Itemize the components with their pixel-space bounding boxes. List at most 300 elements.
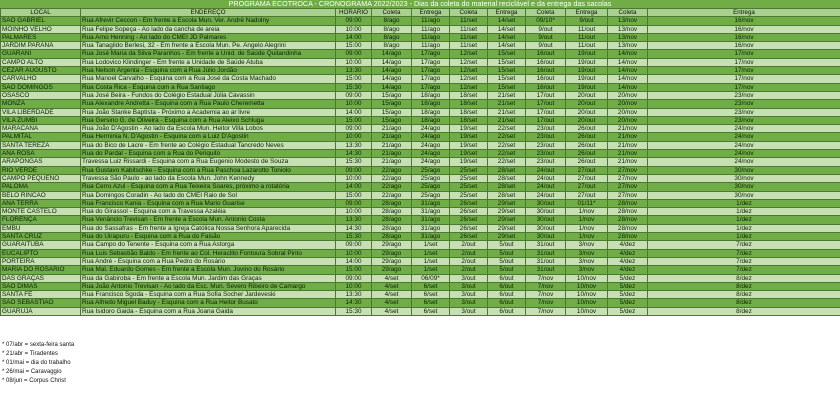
- cell-date: 19/out: [566, 67, 608, 75]
- cell-date: 17/ago: [412, 83, 450, 91]
- cell-date: 25/set: [450, 191, 488, 199]
- cell-date: 30/out: [526, 208, 566, 216]
- cell-date: 20/nov: [608, 116, 648, 124]
- cell-time: 10:00: [336, 249, 372, 257]
- cell-date: 17/out: [526, 108, 566, 116]
- cell-time: 09:00: [336, 241, 372, 249]
- cell-date: 11/ago: [412, 17, 450, 25]
- cell-local: VILA LIBERDADE: [1, 108, 81, 116]
- cell-date: 13/nov: [608, 17, 648, 25]
- cell-address: Rua Costa Rica - Esquina com a Rua Santiago: [81, 83, 336, 91]
- cell-date: 14/nov: [608, 50, 648, 58]
- cell-date: 17/ago: [412, 75, 450, 83]
- cell-date: 18/ago: [412, 100, 450, 108]
- cell-date: 30/out: [526, 224, 566, 232]
- footnote: * 21/abr = Tiradentes: [2, 351, 58, 357]
- cell-date: 4/dez: [608, 257, 648, 265]
- cell-date: 20/out: [566, 100, 608, 108]
- cell-local: JARDIM PARANÁ: [1, 42, 81, 50]
- cell-date: 24/out: [526, 174, 566, 182]
- cell-date: 31/out: [526, 257, 566, 265]
- cell-time: 10:00: [336, 133, 372, 141]
- cell-date: 11/ago: [412, 42, 450, 50]
- cell-date: 21/set: [488, 116, 526, 124]
- cell-date: 16/out: [526, 58, 566, 66]
- table-row: [1, 266, 840, 274]
- cell-date: 1/set: [412, 241, 450, 249]
- cell-address: Rua Mal. Eduardo Gomes - Em frente a Escola Mun. Jovino do Rosário: [81, 266, 336, 274]
- cell-time: 10:00: [336, 58, 372, 66]
- cell-date: 09/10*: [526, 17, 566, 25]
- column-header: Entrega: [412, 9, 450, 17]
- cell-date: 30/out: [526, 199, 566, 207]
- cell-date: 24/nov: [648, 158, 840, 166]
- cell-date: 27/nov: [608, 191, 648, 199]
- cell-date: 6/set: [412, 291, 450, 299]
- cell-time: 14:00: [336, 183, 372, 191]
- cell-date: 23/nov: [648, 116, 840, 124]
- cell-time: 15:00: [336, 42, 372, 50]
- cell-date: 26/out: [566, 133, 608, 141]
- cell-address: Rua André - Esquina com a Rua Pedro do Rosário: [81, 257, 336, 265]
- column-header: HORÁRIO: [336, 9, 372, 17]
- cell-date: 7/dez: [648, 249, 840, 257]
- table-row: [1, 291, 840, 299]
- cell-date: 16/nov: [648, 17, 840, 25]
- cell-address: Rua Venâncio Trevisan - Em frente a Escola Mun. Antonio Costa: [81, 216, 336, 224]
- table-row: [1, 75, 840, 83]
- schedule-table: [0, 8, 840, 316]
- cell-date: 8/dez: [648, 274, 840, 282]
- column-header: Coleta: [526, 9, 566, 17]
- cell-time: 13:30: [336, 291, 372, 299]
- table-row: [1, 241, 840, 249]
- cell-date: 1/set: [412, 249, 450, 257]
- cell-date: 15/ago: [372, 116, 412, 124]
- cell-date: 8/dez: [648, 291, 840, 299]
- column-header: Coleta: [372, 9, 412, 17]
- cell-date: 11/out: [566, 42, 608, 50]
- cell-date: 5/out: [488, 241, 526, 249]
- cell-time: 13:30: [336, 141, 372, 149]
- cell-address: Rua Francisco Sgoda - Esquina com a Rua Sofia Socher Jardeveski: [81, 291, 336, 299]
- cell-time: 10:00: [336, 282, 372, 290]
- cell-date: 27/out: [566, 191, 608, 199]
- table-row: [1, 282, 840, 290]
- cell-date: 29/set: [488, 199, 526, 207]
- cell-date: 7/nov: [526, 299, 566, 307]
- cell-date: 11/set: [450, 25, 488, 33]
- cell-address: Rua Gersino G. de Oliveira - Esquina com a Rua Aleixo Schluga: [81, 116, 336, 124]
- cell-date: 25/ago: [412, 174, 450, 182]
- cell-date: 9/out: [566, 17, 608, 25]
- cell-date: 22/ago: [372, 191, 412, 199]
- cell-date: 24/out: [526, 191, 566, 199]
- cell-address: Rua José Beira - Fundos do Colégio Estadual Júlia Cavassin: [81, 91, 336, 99]
- table-row: [1, 67, 840, 75]
- cell-date: 15/set: [488, 50, 526, 58]
- column-header: LOCAL: [1, 9, 81, 17]
- table-body: [1, 17, 840, 316]
- table-row: [1, 158, 840, 166]
- cell-date: 8/ago: [372, 17, 412, 25]
- cell-date: 26/set: [450, 208, 488, 216]
- cell-address: Rua Domingos Coradin - Ao lado do CMEI Raio de Sol: [81, 191, 336, 199]
- table-row: [1, 307, 840, 315]
- cell-local: OSASCO: [1, 91, 81, 99]
- cell-date: 15/set: [488, 58, 526, 66]
- cell-address: Rua Alexandre Andretta - Esquina com a Rua Paulo Cheremetta: [81, 100, 336, 108]
- cell-date: 6/set: [412, 282, 450, 290]
- cell-time: 15:30: [336, 233, 372, 241]
- cell-date: 27/nov: [608, 174, 648, 182]
- cell-date: 15/set: [488, 67, 526, 75]
- cell-local: GUARUJÁ: [1, 307, 81, 315]
- column-header: Entrega: [566, 9, 608, 17]
- cell-address: Rua do Sassafras - Em frente a Igreja Católica Nossa Senhora Aparecida: [81, 224, 336, 232]
- cell-date: 23/out: [526, 150, 566, 158]
- table-row: [1, 274, 840, 282]
- cell-date: 8/ago: [372, 25, 412, 33]
- cell-date: 21/nov: [608, 133, 648, 141]
- cell-date: 19/out: [566, 75, 608, 83]
- cell-date: 6/out: [488, 291, 526, 299]
- cell-date: 28/nov: [608, 216, 648, 224]
- cell-date: 14/set: [488, 17, 526, 25]
- table-row: [1, 50, 840, 58]
- cell-local: MONTE CASTELO: [1, 208, 81, 216]
- cell-date: 19/set: [450, 141, 488, 149]
- cell-time: 14:30: [336, 150, 372, 158]
- cell-date: 22/ago: [372, 174, 412, 182]
- cell-date: 9/out: [526, 25, 566, 33]
- cell-date: 1/set: [412, 257, 450, 265]
- cell-date: 10/nov: [566, 291, 608, 299]
- cell-date: 30/out: [526, 233, 566, 241]
- cell-time: 15:30: [336, 158, 372, 166]
- cell-date: 18/set: [450, 91, 488, 99]
- cell-date: 11/set: [450, 42, 488, 50]
- cell-date: 21/ago: [372, 158, 412, 166]
- cell-address: Rua do Girassol - Esquina com a Travessa Azaléia: [81, 208, 336, 216]
- cell-time: 10:00: [336, 174, 372, 182]
- cell-date: 24/out: [526, 183, 566, 191]
- cell-date: 1/nov: [566, 208, 608, 216]
- cell-date: 15/ago: [372, 100, 412, 108]
- cell-local: MOINHO VELHO: [1, 25, 81, 33]
- cell-address: Rua Lodovico Klindinger - Em frente a Unidade de Saúde Atuba: [81, 58, 336, 66]
- footnote: * 08/jun = Corpus Christ: [2, 378, 66, 384]
- cell-date: 25/ago: [412, 166, 450, 174]
- cell-date: 12/set: [450, 83, 488, 91]
- cell-date: 22/set: [488, 141, 526, 149]
- cell-date: 24/nov: [648, 150, 840, 158]
- cell-date: 3/out: [450, 299, 488, 307]
- cell-time: 15:30: [336, 307, 372, 315]
- table-row: [1, 33, 840, 41]
- cell-date: 25/set: [450, 166, 488, 174]
- cell-local: MARIA DO ROSÁRIO: [1, 266, 81, 274]
- cell-date: 2/out: [450, 257, 488, 265]
- cell-address: Rua do Pardal - Esquina com a Rua do Periquito: [81, 150, 336, 158]
- cell-date: 14/set: [488, 42, 526, 50]
- cell-date: 26/set: [450, 233, 488, 241]
- cell-date: 7/dez: [648, 257, 840, 265]
- cell-time: 09:00: [336, 199, 372, 207]
- cell-date: 25/ago: [412, 191, 450, 199]
- cell-date: 8/dez: [648, 282, 840, 290]
- cell-date: 30/nov: [648, 191, 840, 199]
- cell-date: 18/set: [450, 116, 488, 124]
- cell-local: SÃO GABRIEL: [1, 17, 81, 25]
- cell-time: 14:30: [336, 299, 372, 307]
- cell-address: Rua João D'Agostin - Ao lado da Escola Mun. Heitor Villa Lobos: [81, 125, 336, 133]
- table-row: [1, 91, 840, 99]
- cell-date: 23/out: [526, 125, 566, 133]
- cell-date: 4/set: [372, 282, 412, 290]
- cell-time: 15:00: [336, 75, 372, 83]
- cell-date: 17/nov: [648, 58, 840, 66]
- cell-date: 29/set: [488, 208, 526, 216]
- cell-time: 15:00: [336, 191, 372, 199]
- cell-local: RIO VERDE: [1, 166, 81, 174]
- cell-local: PALMITAL: [1, 133, 81, 141]
- cell-date: 14/nov: [608, 67, 648, 75]
- cell-date: 16/out: [526, 50, 566, 58]
- cell-time: 09:00: [336, 17, 372, 25]
- cell-date: 22/set: [488, 150, 526, 158]
- footnote: * 07/abr = sexta-feira santa: [2, 342, 75, 348]
- cell-date: 24/nov: [648, 125, 840, 133]
- cell-date: 3/nov: [566, 257, 608, 265]
- cell-date: 8/dez: [648, 299, 840, 307]
- cell-address: Rua do Uirapuru - Esquina com a Rua do Faisão: [81, 233, 336, 241]
- cell-date: 28/set: [488, 183, 526, 191]
- cell-date: 14/ago: [372, 75, 412, 83]
- cell-date: 29/set: [488, 224, 526, 232]
- cell-date: 5/out: [488, 249, 526, 257]
- cell-date: 10/nov: [566, 274, 608, 282]
- cell-time: 09:00: [336, 125, 372, 133]
- cell-date: 31/ago: [412, 224, 450, 232]
- cell-date: 24/nov: [648, 133, 840, 141]
- cell-date: 10/nov: [566, 282, 608, 290]
- cell-date: 5/dez: [608, 291, 648, 299]
- cell-date: 14/set: [488, 33, 526, 41]
- cell-date: 7/nov: [526, 291, 566, 299]
- cell-date: 3/out: [450, 307, 488, 315]
- cell-local: SANTA TEREZA: [1, 141, 81, 149]
- cell-date: 7/dez: [648, 266, 840, 274]
- cell-local: ANA TERRA: [1, 199, 81, 207]
- cell-date: 16/out: [526, 67, 566, 75]
- cell-date: 31/ago: [412, 216, 450, 224]
- cell-address: Rua João Antonio Trevisan - Ao lado da Esc. Mun. Severo Ribeiro de Camargo: [81, 282, 336, 290]
- footnote: * 26/mai = Caravaggio: [2, 369, 62, 375]
- cell-address: Rua Francisco Kania - Esquina com a Rua Mario Guarise: [81, 199, 336, 207]
- cell-date: 5/dez: [608, 307, 648, 315]
- table-row: [1, 224, 840, 232]
- cell-address: Rua Arno Henning - Ao lado do CMEI JD Palmares: [81, 33, 336, 41]
- cell-date: 14/ago: [372, 83, 412, 91]
- cell-address: Rua Manoel Carvalho - Esquina com a Rua José da Costa Machado: [81, 75, 336, 83]
- cell-date: 14/nov: [608, 75, 648, 83]
- table-row: [1, 174, 840, 182]
- footnotes: [2, 341, 74, 386]
- cell-date: 29/ago: [372, 249, 412, 257]
- cell-date: 30/nov: [648, 166, 840, 174]
- cell-local: SANTA CRUZ: [1, 233, 81, 241]
- cell-date: 1/dez: [648, 233, 840, 241]
- cell-date: 2/out: [450, 266, 488, 274]
- table-row: [1, 125, 840, 133]
- cell-date: 6/out: [488, 299, 526, 307]
- cell-date: 6/set: [412, 307, 450, 315]
- cell-date: 11/set: [450, 17, 488, 25]
- cell-date: 21/set: [488, 100, 526, 108]
- cell-time: 13:30: [336, 216, 372, 224]
- cell-local: DAS GRAÇAS: [1, 274, 81, 282]
- cell-date: 31/out: [526, 266, 566, 274]
- column-header: Entrega: [648, 9, 840, 17]
- cell-date: 14/ago: [372, 58, 412, 66]
- column-header: Coleta: [608, 9, 648, 17]
- cell-local: VILA ZUMBI: [1, 116, 81, 124]
- cell-date: 29/set: [488, 233, 526, 241]
- cell-date: 14/set: [488, 25, 526, 33]
- cell-local: MONZA: [1, 100, 81, 108]
- cell-date: 23/out: [526, 141, 566, 149]
- cell-date: 21/nov: [608, 150, 648, 158]
- cell-date: 29/ago: [372, 241, 412, 249]
- cell-date: 27/nov: [608, 183, 648, 191]
- cell-date: 1/dez: [648, 199, 840, 207]
- cell-date: 15/set: [488, 83, 526, 91]
- cell-date: 24/ago: [412, 141, 450, 149]
- cell-time: 14:00: [336, 257, 372, 265]
- table-row: [1, 83, 840, 91]
- cell-address: Rua Alfredo Miguel Baduy - Esquina com a Rua Heitor Busato: [81, 299, 336, 307]
- cell-date: 12/set: [450, 67, 488, 75]
- cell-date: 18/ago: [412, 91, 450, 99]
- cell-date: 3/nov: [566, 249, 608, 257]
- cell-date: 20/nov: [608, 108, 648, 116]
- cell-date: 1/dez: [648, 224, 840, 232]
- cell-date: 4/set: [372, 291, 412, 299]
- cell-date: 12/set: [450, 75, 488, 83]
- cell-date: 10/nov: [566, 299, 608, 307]
- cell-date: 25/set: [450, 174, 488, 182]
- table-row: [1, 199, 840, 207]
- table-row: [1, 249, 840, 257]
- cell-date: 28/ago: [372, 233, 412, 241]
- cell-date: 2/out: [450, 241, 488, 249]
- footnote: * 01/mai = dia do trabalho: [2, 360, 71, 366]
- cell-date: 6/out: [488, 282, 526, 290]
- cell-local: SANTA FÉ: [1, 291, 81, 299]
- cell-date: 5/out: [488, 266, 526, 274]
- cell-date: 28/nov: [608, 208, 648, 216]
- cell-date: 27/out: [566, 174, 608, 182]
- table-row: [1, 183, 840, 191]
- cell-date: 11/out: [566, 25, 608, 33]
- cell-date: 15/set: [488, 75, 526, 83]
- cell-time: 14:00: [336, 33, 372, 41]
- cell-time: 10:00: [336, 25, 372, 33]
- cell-date: 18/set: [450, 108, 488, 116]
- cell-address: Rua da Gabiroba - Em frente a Escola Mun. Jardim das Graças: [81, 274, 336, 282]
- cell-date: 21/nov: [608, 158, 648, 166]
- table-row: [1, 25, 840, 33]
- cell-date: 1/dez: [648, 216, 840, 224]
- cell-time: 09:00: [336, 274, 372, 282]
- column-header: ENDEREÇO: [81, 9, 336, 17]
- cell-address: Rua João Stanke Baptista - Próximo a Academia ao ar livre: [81, 108, 336, 116]
- cell-date: 7/nov: [526, 274, 566, 282]
- cell-time: 09:00: [336, 50, 372, 58]
- cell-date: 17/out: [526, 116, 566, 124]
- table-row: [1, 100, 840, 108]
- cell-date: 21/ago: [372, 150, 412, 158]
- cell-date: 7/dez: [648, 241, 840, 249]
- cell-date: 31/out: [526, 241, 566, 249]
- cell-date: 14/ago: [372, 50, 412, 58]
- cell-address: Rua Gustavo Kabitschke - Esquina com a Rua Paschoa Lazarotto Toniolo: [81, 166, 336, 174]
- cell-date: 26/set: [450, 224, 488, 232]
- cell-date: 5/dez: [608, 274, 648, 282]
- cell-date: 27/nov: [608, 166, 648, 174]
- cell-date: 17/nov: [648, 50, 840, 58]
- cell-date: 21/ago: [372, 133, 412, 141]
- cell-date: 20/out: [566, 116, 608, 124]
- table-row: [1, 216, 840, 224]
- cell-local: SÃO DOMINGOS: [1, 83, 81, 91]
- cell-date: 16/out: [526, 75, 566, 83]
- cell-address: Travessa Luiz Rissardi - Esquina com a Rua Eugenio Modesto de Souza: [81, 158, 336, 166]
- cell-date: 26/out: [566, 158, 608, 166]
- cell-address: Rua Nelson Argenta - Esquina com a Rua Júlio Jordão: [81, 67, 336, 75]
- cell-date: 14/nov: [608, 83, 648, 91]
- cell-date: 28/ago: [372, 216, 412, 224]
- cell-date: 26/set: [450, 199, 488, 207]
- cell-date: 8/ago: [372, 33, 412, 41]
- cell-address: Rua Afrevir Ceccon - Em frente a Escola Mun. Ver. André Nadolny: [81, 17, 336, 25]
- cell-date: 22/ago: [372, 183, 412, 191]
- table-row: [1, 257, 840, 265]
- cell-date: 2/out: [450, 249, 488, 257]
- cell-date: 15/ago: [372, 91, 412, 99]
- cell-date: 21/set: [488, 108, 526, 116]
- cell-local: CÉZAR AUGUSTO: [1, 67, 81, 75]
- cell-date: 22/ago: [372, 166, 412, 174]
- cell-date: 8/ago: [372, 42, 412, 50]
- cell-date: 23/out: [526, 133, 566, 141]
- cell-local: EMBÚ: [1, 224, 81, 232]
- cell-time: 15:30: [336, 83, 372, 91]
- cell-local: SÃO SEBASTIÃO: [1, 299, 81, 307]
- cell-date: 27/out: [566, 166, 608, 174]
- cell-date: 17/out: [526, 100, 566, 108]
- cell-date: 21/nov: [608, 125, 648, 133]
- cell-date: 30/out: [526, 216, 566, 224]
- cell-date: 21/set: [488, 91, 526, 99]
- table-row: [1, 150, 840, 158]
- cell-address: Rua José Maria da Silva Paranhos - Em frente a Unid. de Saúde Quitandinha: [81, 50, 336, 58]
- cell-date: 21/nov: [608, 141, 648, 149]
- cell-date: 19/out: [566, 50, 608, 58]
- cell-date: 27/out: [566, 183, 608, 191]
- cell-date: 28/nov: [608, 233, 648, 241]
